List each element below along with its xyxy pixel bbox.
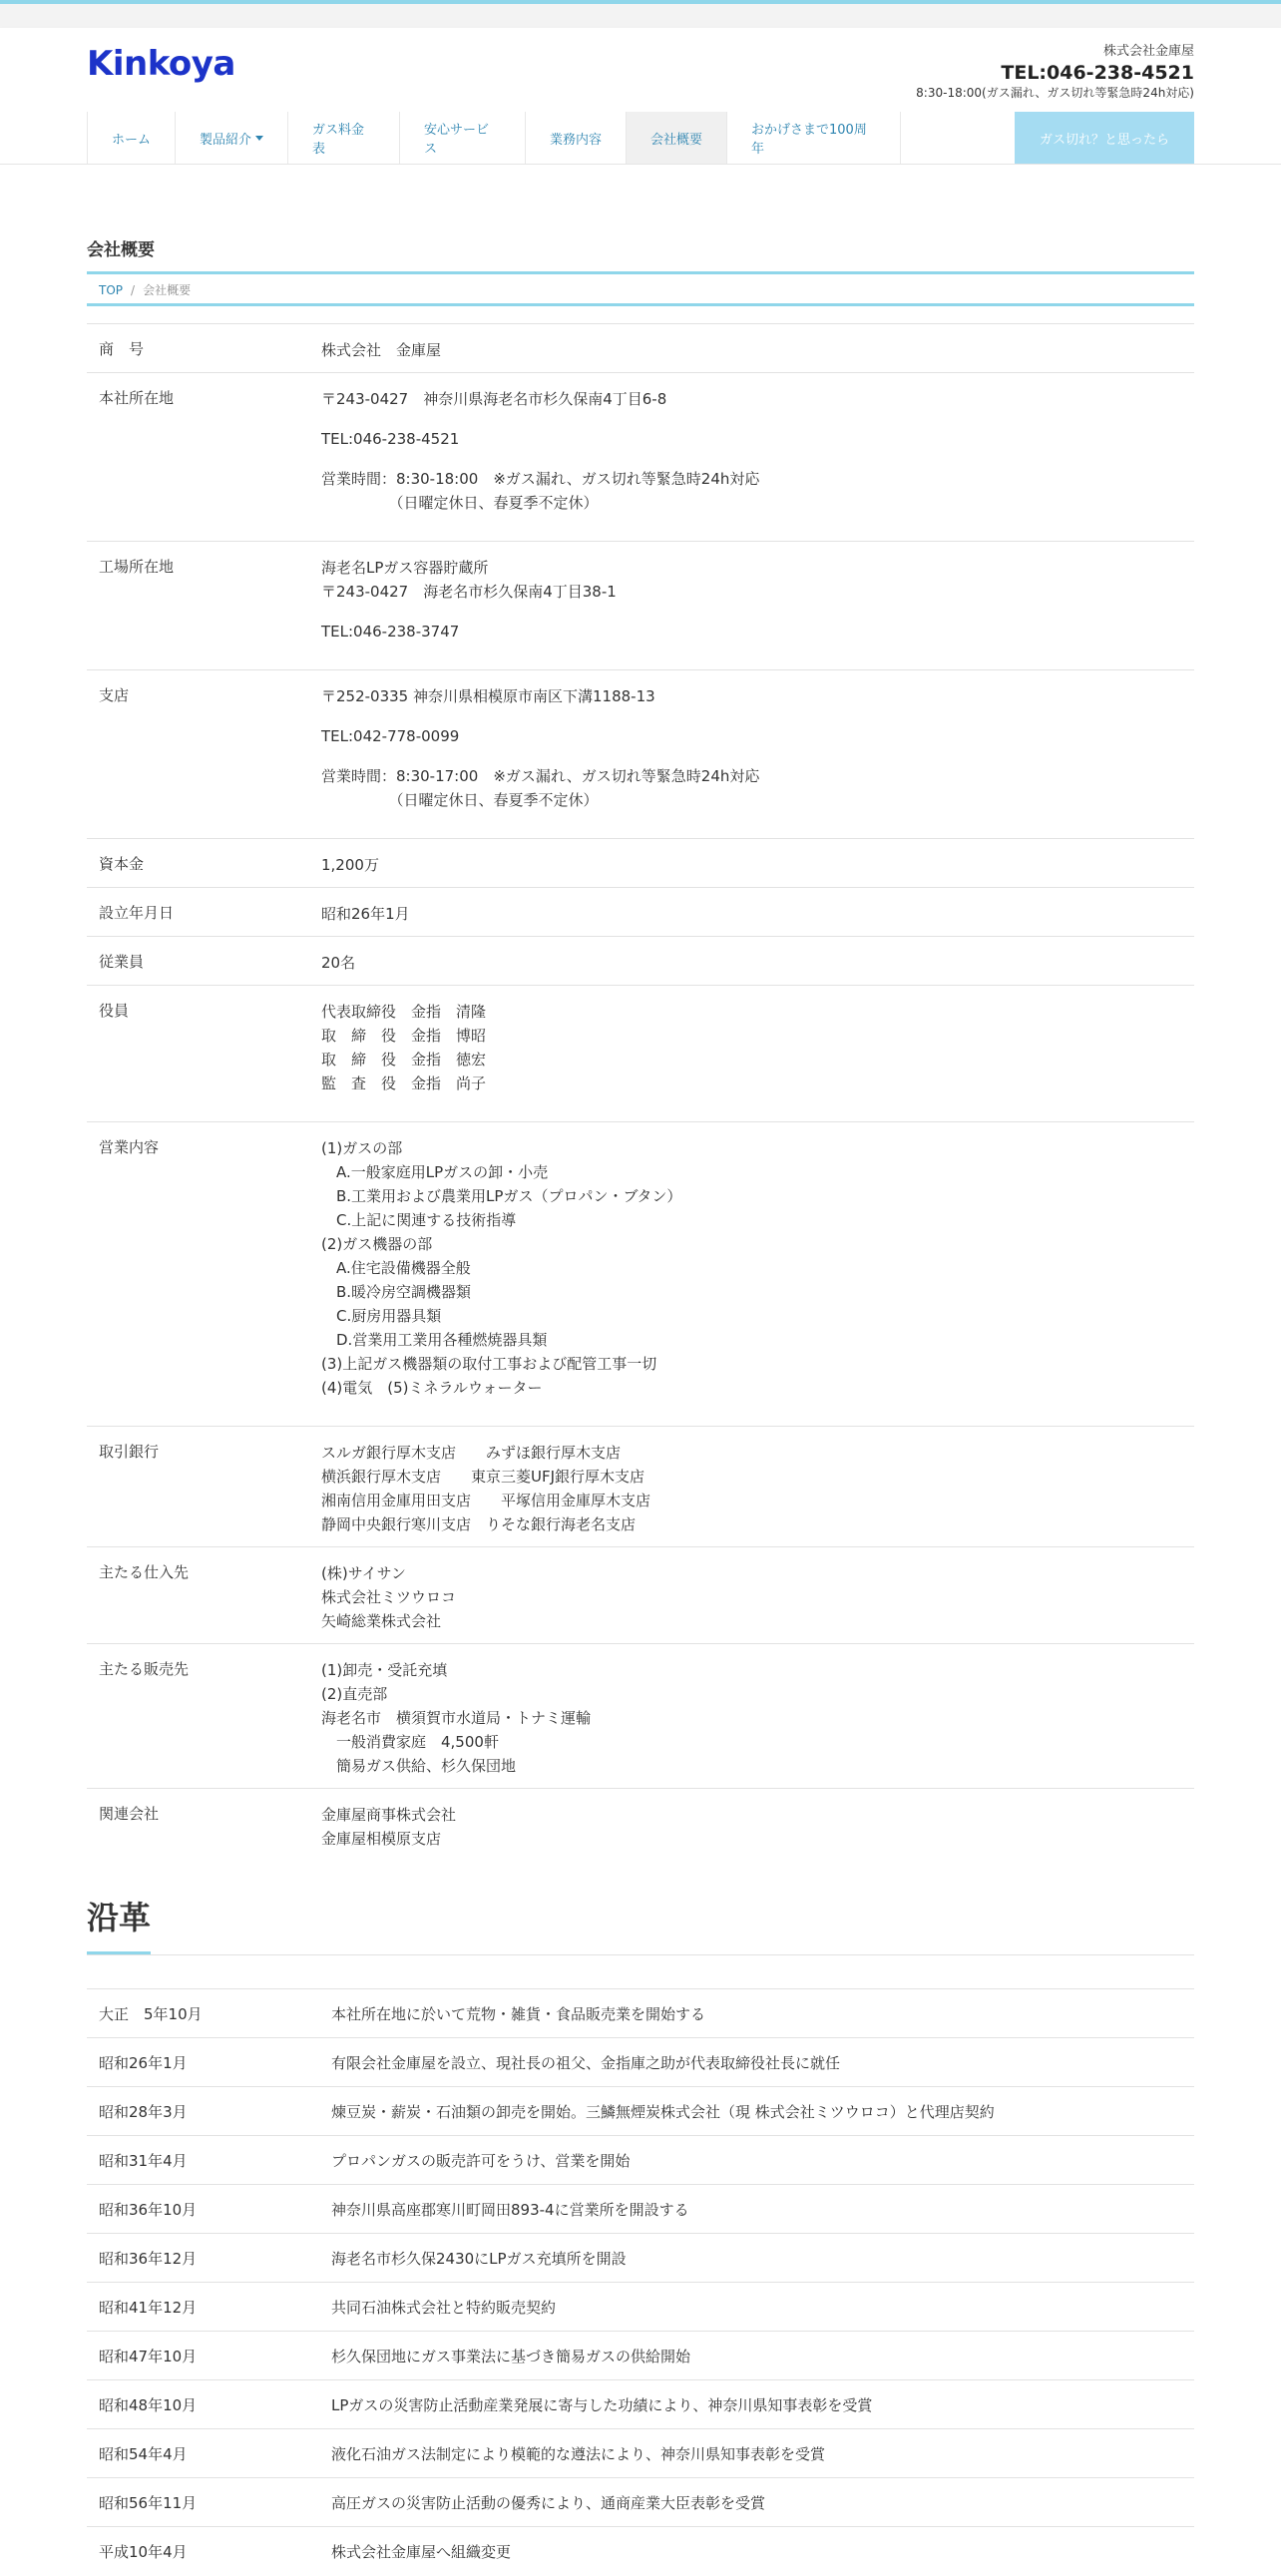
nav-label: 安心サービス (424, 123, 490, 157)
history-row (87, 2234, 1194, 2283)
company-info-line: B.工業用および農業用LPガス（プロパン・ブタン） (321, 1187, 682, 1205)
nav-item-safety-service[interactable] (400, 112, 526, 164)
company-info-value (309, 1427, 1194, 1547)
company-info-row (87, 888, 1194, 937)
history-event: 杉久保団地にガス事業法に基づき簡易ガスの供給開始 (331, 2347, 691, 2365)
history-row (87, 2527, 1194, 2576)
history-event: LPガスの災害防止活動産業発展に寄与した功績により、神奈川県知事表彰を受賞 (331, 2395, 873, 2414)
site-logo[interactable]: Kinkoya (87, 44, 235, 84)
company-info-line: （日曜定休日、春夏季不定休） (321, 494, 599, 512)
company-info-label: 工場所在地 (99, 558, 175, 576)
company-info-line: 代表取締役 金指 清隆 (321, 1003, 487, 1021)
history-event: 煉豆炭・薪炭・石油類の卸売を開始。三鱗無煙炭株式会社（現 株式会社ミツウロコ）と代理店契約 (331, 2102, 995, 2121)
company-info-line: （日曜定休日、春夏季不定休） (321, 791, 599, 809)
nav-item-company[interactable] (627, 112, 727, 164)
history-date: 昭和28年3月 (99, 2102, 188, 2121)
history-row (87, 2332, 1194, 2380)
company-info-line: 株式会社 金庫屋 (321, 341, 442, 359)
company-info-line: 〒252-0335 神奈川県相模原市南区下溝1188-13 (321, 687, 655, 705)
company-info-label: 取引銀行 (99, 1443, 160, 1461)
company-info-line: (1)卸売・受託充填 (321, 1661, 448, 1679)
header-contact (916, 43, 1194, 101)
history-row (87, 2136, 1194, 2185)
company-info-label: 本社所在地 (99, 389, 175, 407)
nav-label: おかげさまで100周年 (751, 123, 867, 157)
global-nav (0, 112, 1281, 165)
company-info-value (309, 986, 1194, 1122)
history-event: 共同石油株式会社と特約販売契約 (331, 2298, 557, 2317)
history-row (87, 1989, 1194, 2038)
company-info-line: 海老名LPガス容器貯蔵所 (321, 559, 489, 577)
company-info-row (87, 373, 1194, 542)
company-info-line: TEL:046-238-3747 (321, 623, 460, 641)
company-info-value (309, 937, 1194, 986)
history-date: 平成10年4月 (99, 2542, 188, 2561)
company-info-line: (株)サイサン (321, 1564, 406, 1582)
company-info-line: 横浜銀行厚木支店 東京三菱UFJ銀行厚木支店 (321, 1468, 645, 1486)
company-info-line: 湘南信用金庫用田支店 平塚信用金庫厚木支店 (321, 1492, 651, 1509)
company-info-value (309, 1644, 1194, 1789)
company-info-value (309, 1122, 1194, 1427)
nav-item-home[interactable] (88, 112, 176, 164)
history-row (87, 2283, 1194, 2332)
breadcrumb (99, 281, 191, 298)
nav-item-gas-prices[interactable] (288, 112, 400, 164)
history-row (87, 2380, 1194, 2429)
history-event: プロパンガスの販売許可をうけ、営業を開始 (331, 2151, 631, 2170)
history-event: 海老名市杉久保2430にLPガス充填所を開設 (331, 2249, 627, 2268)
company-info-row (87, 1427, 1194, 1547)
company-info-value (309, 542, 1194, 670)
company-info-value (309, 888, 1194, 937)
company-info-line: 取 締 役 金指 徳宏 (321, 1051, 487, 1069)
company-info-row (87, 324, 1194, 373)
history-title: 沿革 (87, 1899, 152, 1936)
company-info-row (87, 839, 1194, 888)
history-divider (87, 1954, 1194, 1955)
company-info-line: 金庫屋商事株式会社 (321, 1806, 457, 1824)
company-info-line: 昭和26年1月 (321, 905, 410, 923)
company-info-line: 矢崎総業株式会社 (321, 1612, 442, 1630)
header-hours: 8:30-18:00(ガス漏れ、ガス切れ等緊急時24h対応) (916, 86, 1194, 100)
history-row (87, 2185, 1194, 2234)
line-gap (321, 748, 1182, 764)
company-info-line: TEL:046-238-4521 (321, 430, 460, 448)
nav-label: 会社概要 (650, 132, 703, 148)
company-info-row (87, 986, 1194, 1122)
history-date: 大正 5年10月 (99, 2004, 203, 2023)
history-row (87, 2038, 1194, 2087)
company-info-line: 営業時間：8:30-17:00 ※ガス漏れ、ガス切れ等緊急時24h対応 (321, 767, 760, 785)
company-info-label: 主たる販売先 (99, 1660, 190, 1678)
company-info-line: スルガ銀行厚木支店 みずほ銀行厚木支店 (321, 1444, 622, 1462)
header-company-name: 株式会社金庫屋 (1102, 44, 1194, 59)
company-info-value (309, 839, 1194, 888)
company-info-line: 静岡中央銀行寒川支店 りそな銀行海老名支店 (321, 1515, 637, 1533)
company-info-label: 主たる仕入先 (99, 1563, 190, 1581)
history-date: 昭和26年1月 (99, 2053, 188, 2072)
line-gap (321, 411, 1182, 427)
history-table (87, 1988, 1194, 2576)
company-info-line: TEL:042-778-0099 (321, 727, 460, 745)
nav-item-100th-anniversary[interactable] (727, 112, 901, 164)
page-title: 会社概要 (87, 240, 155, 260)
company-info-line: (2)直売部 (321, 1685, 388, 1703)
breadcrumb-current: 会社概要 (143, 283, 192, 297)
company-info-value (309, 324, 1194, 373)
company-info-line: 営業時間：8:30-18:00 ※ガス漏れ、ガス切れ等緊急時24h対応 (321, 470, 760, 488)
nav-label: 業務内容 (550, 132, 603, 148)
nav-item-business[interactable] (526, 112, 627, 164)
company-info-row (87, 1547, 1194, 1644)
company-info-row (87, 937, 1194, 986)
company-info-line: C.厨房用器具類 (321, 1307, 442, 1325)
company-info-line: 〒243-0427 神奈川県海老名市杉久保南4丁目6-8 (321, 390, 667, 408)
company-info-value (309, 670, 1194, 839)
history-date: 昭和47年10月 (99, 2347, 198, 2365)
company-info-label: 従業員 (99, 953, 145, 971)
line-gap (321, 708, 1182, 724)
company-info-line: D.営業用工業用各種燃焼器具類 (321, 1331, 548, 1349)
company-info-label: 営業内容 (99, 1138, 160, 1156)
company-info-label: 設立年月日 (99, 904, 175, 922)
history-date: 昭和36年12月 (99, 2249, 198, 2268)
company-info-line: (4)電気 (5)ミネラルウォーター (321, 1379, 543, 1397)
company-info-line: A.一般家庭用LPガスの卸・小売 (321, 1163, 549, 1181)
company-info-label: 支店 (99, 686, 130, 704)
nav-item-products[interactable] (176, 112, 288, 164)
history-row (87, 2429, 1194, 2478)
company-info-line: B.暖冷房空調機器類 (321, 1283, 472, 1301)
top-gray-strip (0, 4, 1281, 28)
company-info-line: (2)ガス機器の部 (321, 1235, 433, 1253)
company-info-value (309, 373, 1194, 542)
company-info-line: 取 締 役 金指 博昭 (321, 1027, 487, 1045)
gas-out-cta-button[interactable]: ガス切れ？と思ったら (1015, 112, 1194, 164)
company-info-line: 1,200万 (321, 856, 379, 874)
company-info-line: A.住宅設備機器全般 (321, 1259, 471, 1277)
history-date: 昭和31年4月 (99, 2151, 188, 2170)
nav-label: ガス料金表 (312, 123, 365, 157)
company-info-line: 一般消費家庭 4,500軒 (321, 1733, 499, 1751)
history-event: 神奈川県高座郡寒川町岡田893-4に営業所を開設する (331, 2200, 689, 2219)
company-info-row (87, 1789, 1194, 1869)
history-date: 昭和41年12月 (99, 2298, 198, 2317)
history-date: 昭和36年10月 (99, 2200, 198, 2219)
company-info-row (87, 670, 1194, 839)
history-event: 有限会社金庫屋を設立、現社長の祖父、金指庫之助が代表取締役社長に就任 (331, 2053, 841, 2072)
history-event: 本社所在地に於いて荒物・雑貨・食品販売業を開始する (331, 2004, 706, 2023)
nav-label: ホーム (112, 132, 152, 148)
history-date: 昭和56年11月 (99, 2493, 198, 2512)
nav-label: 製品紹介 (200, 132, 252, 148)
company-info-label: 商 号 (99, 340, 145, 358)
company-info-line: 金庫屋相模原支店 (321, 1830, 442, 1848)
company-info-line: C.上記に関連する技術指導 (321, 1211, 517, 1229)
history-event: 高圧ガスの災害防止活動の優秀により、通商産業大臣表彰を受賞 (331, 2493, 766, 2512)
company-info-line: 株式会社ミツウロコ (321, 1588, 457, 1606)
company-info-label: 関連会社 (99, 1805, 160, 1823)
history-row (87, 2478, 1194, 2527)
company-info-line: 海老名市 横須賀市水道局・トナミ運輸 (321, 1709, 592, 1727)
breadcrumb-top-link[interactable]: TOP (99, 283, 124, 297)
company-info-line: 〒243-0427 海老名市杉久保南4丁目38-1 (321, 583, 617, 601)
breadcrumb-underline (87, 303, 1194, 306)
history-row (87, 2087, 1194, 2136)
company-info-value (309, 1547, 1194, 1644)
company-info-table (87, 323, 1194, 1869)
company-info-line: (3)上記ガス機器類の取付工事および配管工事一切 (321, 1355, 657, 1373)
header-phone[interactable]: TEL:046-238-4521 (1001, 62, 1194, 84)
line-gap (321, 451, 1182, 467)
line-gap (321, 604, 1182, 620)
company-info-label: 役員 (99, 1002, 130, 1020)
chevron-down-icon (255, 136, 263, 141)
company-info-row (87, 542, 1194, 670)
history-date: 昭和48年10月 (99, 2395, 198, 2414)
history-event: 株式会社金庫屋へ組織変更 (331, 2542, 512, 2561)
company-info-label: 資本金 (99, 855, 145, 873)
history-event: 液化石油ガス法制定により模範的な遵法により、神奈川県知事表彰を受賞 (331, 2444, 826, 2463)
nav-list (87, 112, 901, 164)
company-info-row (87, 1122, 1194, 1427)
site-header (0, 28, 1281, 112)
company-info-line: 簡易ガス供給、杉久保団地 (321, 1757, 517, 1775)
company-info-line: 監 査 役 金指 尚子 (321, 1074, 487, 1092)
breadcrumb-separator: / (131, 283, 136, 297)
title-underline (87, 271, 1194, 274)
company-info-line: (1)ガスの部 (321, 1139, 403, 1157)
history-date: 昭和54年4月 (99, 2444, 188, 2463)
company-info-line: 20名 (321, 954, 356, 972)
company-info-row (87, 1644, 1194, 1789)
company-info-value (309, 1789, 1194, 1869)
